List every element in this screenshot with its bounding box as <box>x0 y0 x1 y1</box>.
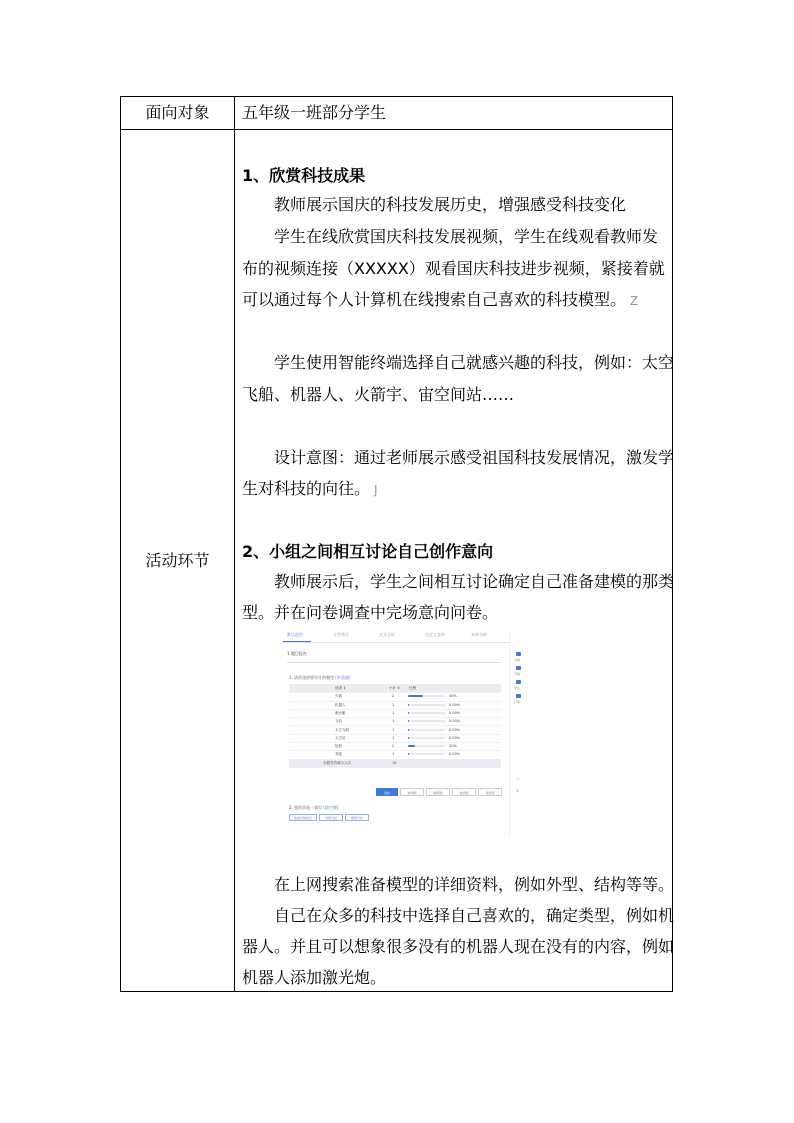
header-value-cell: 五年级一班部分学生 <box>242 103 387 122</box>
ratio-bar <box>408 695 445 697</box>
tab-category[interactable]: 分类统计 <box>333 632 349 637</box>
tab-indicator <box>283 641 311 642</box>
edit-mark: Z <box>630 294 639 308</box>
table-divider-vertical <box>234 97 235 991</box>
ratio-bar-fill <box>408 704 409 706</box>
sentiment-button[interactable]: 情感分析 <box>345 814 369 821</box>
ratio-bar <box>408 720 445 722</box>
row-pct: 0.00% <box>449 752 461 757</box>
row-pct: 0.00% <box>449 702 461 707</box>
paragraph-3-line-2: 飞船、机器人、火箭宇、宙空间站…… <box>242 385 515 404</box>
total-label: 本题有效填写人次 <box>323 760 351 765</box>
row-count: 1 <box>392 735 395 740</box>
col-ratio: 比例 <box>409 686 416 690</box>
donut-chart-button[interactable]: 圆环图 <box>426 788 450 796</box>
side-label-share: 分享 <box>514 658 521 662</box>
chevron-down-icon[interactable]: v <box>516 788 519 794</box>
row-option: 轮船 <box>335 744 342 749</box>
paragraph-2-line-3: 可以通过每个人计算机在线搜索自己喜欢的科技模型。 Z <box>242 290 639 309</box>
side-label-export: 导出 <box>514 686 521 690</box>
row-option: 太空站 <box>335 735 346 740</box>
ratio-bar-fill <box>408 737 409 739</box>
ratio-bar <box>408 745 445 747</box>
paragraph-4-line-2: 生对科技的向往。 J <box>242 479 378 498</box>
row-pct: 0.00% <box>449 710 461 715</box>
section-heading-2: 2、小组之间相互讨论自己创作意向 <box>242 542 494 561</box>
view-details-button[interactable]: 查看详细信息 <box>289 814 317 821</box>
share-icon[interactable] <box>516 652 521 656</box>
row-count: 2 <box>392 744 395 749</box>
row-pct: 0.00% <box>449 719 461 724</box>
bar-chart-button[interactable]: 条形图 <box>478 788 502 796</box>
section-heading-1: 1、欣赏科技成果 <box>242 166 366 185</box>
tab-cross[interactable]: 交叉分析 <box>379 632 395 637</box>
ratio-bar-fill <box>408 745 415 747</box>
row-option: 机器人 <box>335 702 346 707</box>
ratio-bar <box>408 712 445 714</box>
edit-mark: J <box>374 483 378 497</box>
activity-label-cell: 活动环节 <box>145 551 210 570</box>
paragraph-2-line-1: 学生在线欣赏国庆科技发展视频，学生在线观看教师发 <box>274 227 659 246</box>
table-view-button[interactable]: 表格 <box>376 788 398 796</box>
row-count: 1 <box>392 727 395 732</box>
paragraph-7-line-2: 器人。并且可以想象很多没有的机器人现在没有的内容，例如 <box>242 937 675 956</box>
ratio-bar <box>408 737 445 739</box>
ratio-bar <box>408 753 445 755</box>
ratio-bar-fill <box>408 753 409 755</box>
side-label-print: 打印 <box>514 700 521 704</box>
paragraph-6: 在上网搜索准备模型的详细资料，例如外型、结构等等。 <box>274 875 675 894</box>
row-option: 飞机 <box>335 719 342 724</box>
activity-table <box>120 96 673 992</box>
row-option: 其他 <box>335 752 342 757</box>
survey-tabs <box>281 630 511 643</box>
paragraph-5-line-1: 教师展示后，学生之间相互讨论确定自己准备建模的那类 <box>274 572 675 591</box>
row-option: 潜水艇 <box>335 710 346 715</box>
paragraph-1: 教师展示国庆的科技发展历史，增强感受科技变化 <box>274 195 627 214</box>
ratio-bar-fill <box>408 712 409 714</box>
row-pct: 0.00% <box>449 727 461 732</box>
ratio-bar <box>408 704 445 706</box>
row-pct: 0.00% <box>449 735 461 740</box>
row-pct: 40% <box>449 694 457 699</box>
ratio-bar-fill <box>408 695 423 697</box>
ratio-bar-fill <box>408 720 409 722</box>
side-label-download: 下载 <box>514 672 521 676</box>
paragraph-5-line-2: 型。并在问卷调查中完场意向问卷。 <box>242 603 499 622</box>
row-option: 太空飞船 <box>335 727 349 732</box>
paragraph-3-line-1: 学生使用智能终端选择自己就感兴趣的科技，例如：太空 <box>274 353 675 372</box>
side-toolbar <box>509 630 529 835</box>
survey-screenshot <box>281 630 528 835</box>
ratio-bar <box>408 729 445 731</box>
row-count: 1 <box>392 702 395 707</box>
question-title: 1. 请你选择要设计的模型 [单选题] <box>289 675 351 680</box>
row-count: 1 <box>392 710 395 715</box>
row-count: 1 <box>392 752 395 757</box>
question-2-title: 2. 您的其他 - 填写 [填空题] <box>289 805 339 810</box>
word-frequency-button[interactable]: 词频分析 <box>319 814 343 821</box>
paragraph-7-line-1: 自己在众多的科技中选择自己喜欢的，确定类型，例如机 <box>274 906 675 925</box>
print-icon[interactable] <box>516 694 521 698</box>
total-value: 10 <box>392 760 397 765</box>
col-option[interactable]: 选项 ⇕ <box>335 686 347 690</box>
chevron-up-icon[interactable]: ^ <box>516 778 521 784</box>
paragraph-2-line-2: 布的视频连接（XXXXX）观看国庆科技进步视频，紧接着就 <box>242 259 665 278</box>
tab-custom[interactable]: 自定义查询 <box>425 632 445 637</box>
paragraph-4-line-1: 设计意图：通过老师展示感受祖国科技发展情况，激发学 <box>274 448 675 467</box>
col-count[interactable]: 小计 ⇕ <box>389 686 401 690</box>
row-count: 1 <box>392 719 395 724</box>
export-icon[interactable] <box>516 680 521 684</box>
column-chart-button[interactable]: 柱状图 <box>452 788 476 796</box>
ratio-bar-fill <box>408 729 409 731</box>
header-label-cell: 面向对象 <box>145 103 210 122</box>
tab-default-report[interactable]: 默认报告 <box>287 632 303 637</box>
table-divider-horizontal <box>121 129 672 130</box>
total-row <box>289 759 501 768</box>
section-underline <box>287 662 501 663</box>
row-pct: 20% <box>449 744 457 749</box>
row-option: 火箭 <box>335 694 342 699</box>
download-icon[interactable] <box>516 666 521 670</box>
tab-source[interactable]: 来源分析 <box>471 632 487 637</box>
section-title: 1 题目报告 <box>287 651 307 656</box>
row-count: 2 <box>392 694 395 699</box>
paragraph-7-line-3: 机器人添加激光炮。 <box>242 968 387 987</box>
pie-chart-button[interactable]: 饼状图 <box>400 788 424 796</box>
